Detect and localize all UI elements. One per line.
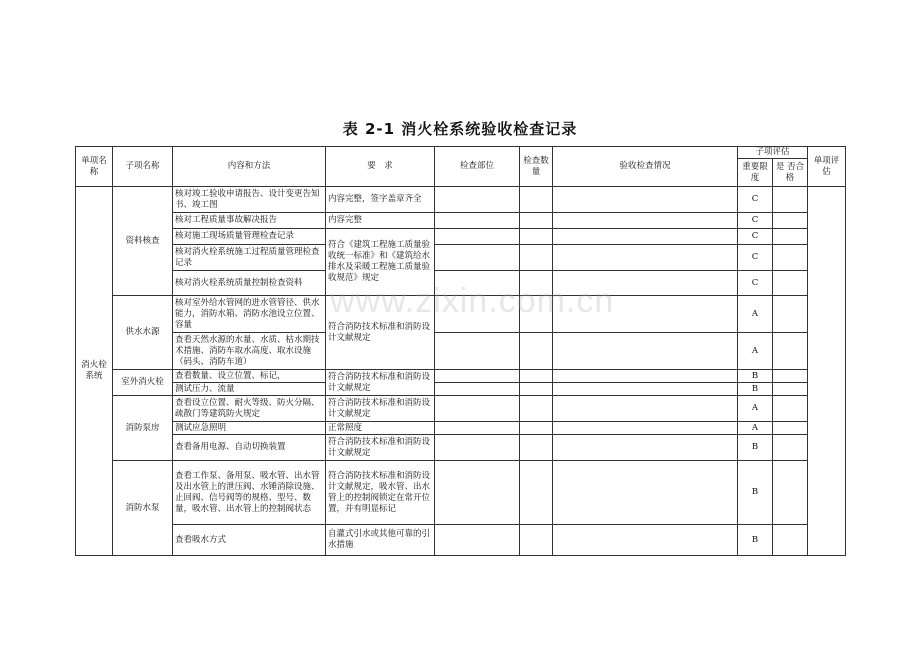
header-single-item-name: 单项名称 — [76, 147, 113, 187]
row-requirement-merged: 符合消防技术标准和消防设计文献规定 — [326, 396, 435, 422]
check-situation-cell[interactable] — [553, 422, 738, 435]
check-situation-cell[interactable] — [553, 383, 738, 396]
row-content: 测试应急照明 — [173, 422, 326, 435]
check-count-cell[interactable] — [520, 296, 553, 333]
group-name-pump-room: 消防泵房 — [113, 396, 173, 461]
page-title: 表 2-1 消火栓系统验收检查记录 — [342, 120, 578, 138]
header-requirement: 要 求 — [326, 147, 435, 187]
qualified-cell[interactable] — [773, 333, 808, 370]
check-location-cell[interactable] — [435, 296, 520, 333]
qualified-cell[interactable] — [773, 383, 808, 396]
importance-grade: A — [738, 333, 773, 370]
check-situation-cell[interactable] — [553, 229, 738, 245]
qualified-cell[interactable] — [773, 229, 808, 245]
qualified-cell[interactable] — [773, 422, 808, 435]
row-content: 查看设立位置、耐火等级、防火分隔、疏散门等建筑防火规定 — [173, 396, 326, 422]
check-situation-cell[interactable] — [553, 213, 738, 229]
check-location-cell[interactable] — [435, 271, 520, 296]
row-requirement: 内容完整 — [326, 213, 435, 229]
qualified-cell[interactable] — [773, 435, 808, 461]
check-situation-cell[interactable] — [553, 271, 738, 296]
row-requirement: 自灌式引水或其他可靠的引水措施 — [326, 525, 435, 556]
header-single-item-eval: 单项评估 — [808, 147, 846, 187]
group-name-fire-pump: 消防水泵 — [113, 461, 173, 556]
group-name-water-source: 供水水源 — [113, 296, 173, 370]
header-check-location: 检查部位 — [435, 147, 520, 187]
qualified-cell[interactable] — [773, 370, 808, 383]
importance-grade: A — [738, 422, 773, 435]
check-situation-cell[interactable] — [553, 461, 738, 525]
importance-grade: C — [738, 245, 773, 271]
importance-grade: A — [738, 396, 773, 422]
check-count-cell[interactable] — [520, 245, 553, 271]
row-content: 查看数量、设立位置、标记， — [173, 370, 326, 383]
row-requirement: 符合消防技术标准和消防设计文献规定，吸水管、出水管上的控制阀锁定在常开位置，并有明显标记 — [326, 461, 435, 525]
importance-grade: C — [738, 271, 773, 296]
row-content: 核对竣工验收申请报告、设计变更告知书、竣工图 — [173, 187, 326, 213]
check-situation-cell[interactable] — [553, 396, 738, 422]
row-content: 核对施工现场质量管理检查记录 — [173, 229, 326, 245]
check-count-cell[interactable] — [520, 422, 553, 435]
check-location-cell[interactable] — [435, 396, 520, 422]
check-count-cell[interactable] — [520, 383, 553, 396]
qualified-cell[interactable] — [773, 187, 808, 213]
check-count-cell[interactable] — [520, 333, 553, 370]
check-location-cell[interactable] — [435, 461, 520, 525]
check-situation-cell[interactable] — [553, 525, 738, 556]
row-requirement: 正常照度 — [326, 422, 435, 435]
single-item-eval-cell[interactable] — [808, 187, 846, 556]
row-content: 核对工程质量事故解决报告 — [173, 213, 326, 229]
row-requirement: 内容完整，签字盖章齐全 — [326, 187, 435, 213]
header-content-method: 内容和方法 — [173, 147, 326, 187]
qualified-cell[interactable] — [773, 461, 808, 525]
check-location-cell[interactable] — [435, 245, 520, 271]
row-requirement: 符合消防技术标准和消防设计文献规定 — [326, 435, 435, 461]
row-content: 核对室外给水管网的进水管管径、供水能力，消防水箱、消防水池设立位置、容量 — [173, 296, 326, 333]
row-content: 核对消火栓系统施工过程质量管理检查记录 — [173, 245, 326, 271]
check-location-cell[interactable] — [435, 383, 520, 396]
check-situation-cell[interactable] — [553, 296, 738, 333]
check-count-cell[interactable] — [520, 525, 553, 556]
importance-grade: B — [738, 435, 773, 461]
check-situation-cell[interactable] — [553, 370, 738, 383]
qualified-cell[interactable] — [773, 525, 808, 556]
check-situation-cell[interactable] — [553, 187, 738, 213]
check-count-cell[interactable] — [520, 461, 553, 525]
header-qualified: 是 否合 格 — [773, 159, 808, 187]
row-content: 查看工作泵、备用泵、吸水管、出水管及出水管上的泄压阀、水锤消除设施、止回阀、信号阀等的规格、型号、数量，吸水管、出水管上的控制阀状态 — [173, 461, 326, 525]
check-count-cell[interactable] — [520, 271, 553, 296]
row-content: 查看吸水方式 — [173, 525, 326, 556]
check-location-cell[interactable] — [435, 435, 520, 461]
group-name-docs: 资料核查 — [113, 187, 173, 296]
check-count-cell[interactable] — [520, 370, 553, 383]
check-count-cell[interactable] — [520, 187, 553, 213]
importance-grade: B — [738, 370, 773, 383]
check-count-cell[interactable] — [520, 396, 553, 422]
check-location-cell[interactable] — [435, 333, 520, 370]
header-check-situation: 验收检查情况 — [553, 147, 738, 187]
row-content: 核对消火栓系统质量控制检查资料 — [173, 271, 326, 296]
check-location-cell[interactable] — [435, 422, 520, 435]
header-importance: 重要限度 — [738, 159, 773, 187]
importance-grade: A — [738, 296, 773, 333]
qualified-cell[interactable] — [773, 271, 808, 296]
qualified-cell[interactable] — [773, 396, 808, 422]
row-content: 查看天然水源的水量、水质、枯水期技术措施、消防车取水高度、取水设施（码头、消防车道） — [173, 333, 326, 370]
row-requirement-merged: 符合《建筑工程施工质量验收统一标准》和《建筑给水排水及采暖工程施工质量验收规范》规定 — [326, 229, 435, 296]
qualified-cell[interactable] — [773, 296, 808, 333]
check-location-cell[interactable] — [435, 229, 520, 245]
inspection-record-table — [75, 146, 846, 556]
check-location-cell[interactable] — [435, 370, 520, 383]
row-content: 查看备用电源、自动切换装置 — [173, 435, 326, 461]
check-count-cell[interactable] — [520, 213, 553, 229]
check-situation-cell[interactable] — [553, 435, 738, 461]
header-sub-item-name: 子项名称 — [113, 147, 173, 187]
row-requirement: 符合消防技术标准和消防设计文献规定 — [326, 370, 435, 396]
check-count-cell[interactable] — [520, 229, 553, 245]
check-location-cell[interactable] — [435, 525, 520, 556]
importance-grade: B — [738, 525, 773, 556]
qualified-cell[interactable] — [773, 245, 808, 271]
header-check-count: 检查数量 — [520, 147, 553, 187]
importance-grade: C — [738, 213, 773, 229]
system-name-cell: 消火栓系统 — [76, 187, 113, 556]
check-situation-cell[interactable] — [553, 245, 738, 271]
watermark-text: www.zixin.com.cn — [330, 282, 615, 320]
check-situation-cell[interactable] — [553, 333, 738, 370]
check-count-cell[interactable] — [520, 435, 553, 461]
qualified-cell[interactable] — [773, 213, 808, 229]
importance-grade: C — [738, 187, 773, 213]
importance-grade: C — [738, 229, 773, 245]
importance-grade: B — [738, 383, 773, 396]
importance-grade: B — [738, 461, 773, 525]
check-location-cell[interactable] — [435, 213, 520, 229]
row-content: 测试压力、流量 — [173, 383, 326, 396]
row-requirement-merged: 符合消防技术标准和消防设计文献规定 — [326, 296, 435, 370]
group-name-outdoor-hydrant: 室外消火栓 — [113, 370, 173, 396]
check-location-cell[interactable] — [435, 187, 520, 213]
header-sub-item-eval: 子项评估 — [738, 147, 808, 159]
